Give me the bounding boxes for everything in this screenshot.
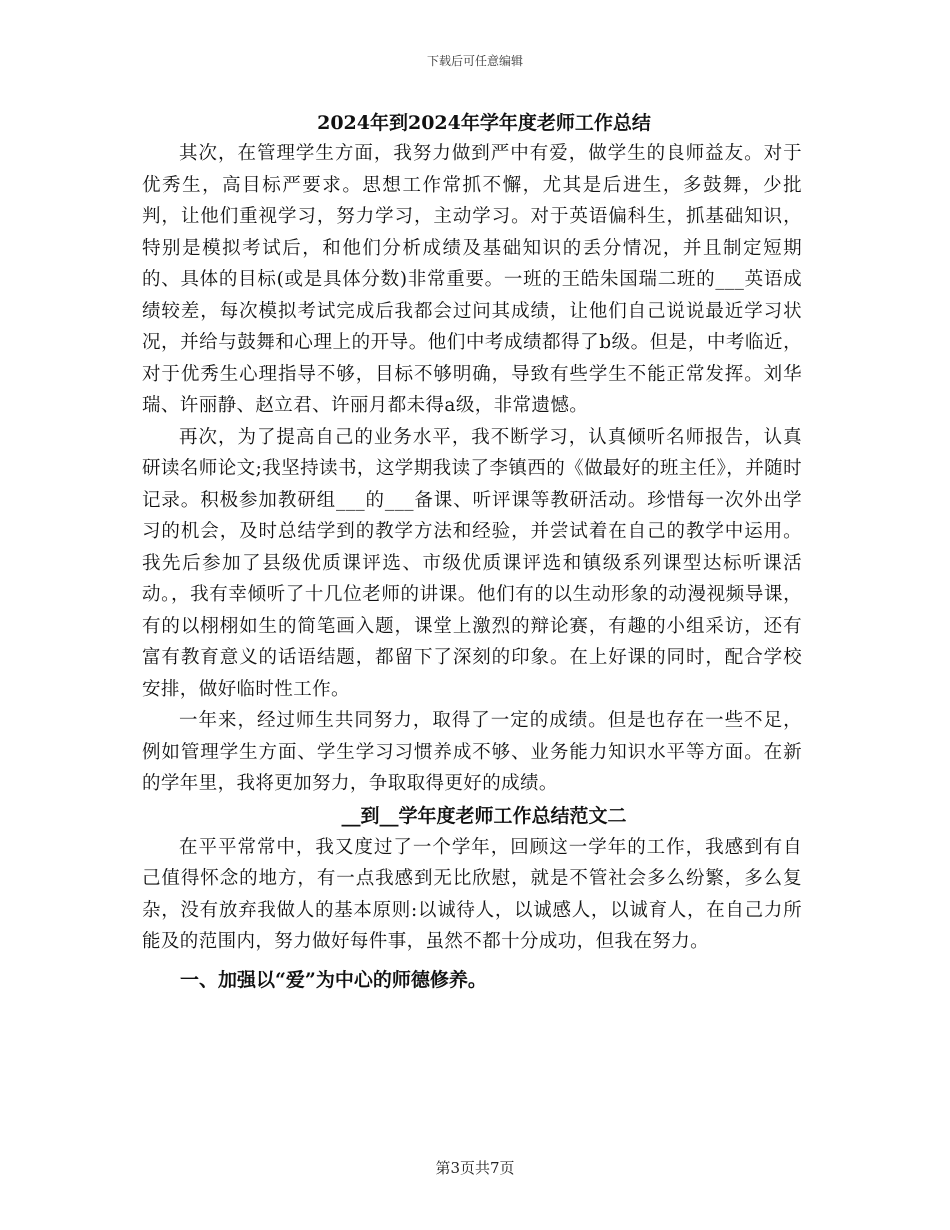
document-body	[142, 108, 802, 996]
header-note: 下载后可任意编辑	[426, 54, 523, 68]
document-title: 2024年到2024年学年度老师工作总结	[317, 112, 651, 134]
section-subtitle: __到__学年度老师工作总结范文二	[341, 804, 627, 827]
paragraph-management: 其次，在管理学生方面，我努力做到严中有爱，做学生的良师益友。对于优秀生，高目标严要求。思想工作常抓不懈，尤其是后进生，多鼓舞，少批判，让他们重视学习，努力学习，主动学习。对于英语偏科生，抓基础知识，特别是模拟考试后，和他们分析成绩及基础知识的丢分情况，并且制定短期的、具体的目标(或是具体分数)非常重要。一班的王皓朱国瑞二班的___英语成绩较差，每次模拟考试完成后我都会过问其成绩，让他们自己说说最近学习状况，并给与鼓舞和心理上的开导。他们中考成绩都得了b级。但是，中考临近，对于优秀生心理指导不够，目标不够明确，导致有些学生不能正常发挥。刘华瑞、许丽静、赵立君、许丽月都未得a级，非常遗憾。	[142, 143, 802, 416]
paragraph-summary: 一年来，经过师生共同努力，取得了一定的成绩。但是也存在一些不足，例如管理学生方面、学生学习习惯养成不够、业务能力知识水平等方面。在新的学年里，我将更加努力，争取取得更好的成绩。	[142, 710, 802, 794]
section-heading: 一、加强以“爱”为中心的师德修养。	[180, 968, 487, 991]
paragraph-intro-two: 在平平常常中，我又度过了一个学年，回顾这一学年的工作，我感到有自己值得怀念的地方，有一点我感到无比欣慰，就是不管社会多么纷繁，多么复杂，没有放弃我做人的基本原则:以诚待人，以诚感人，以诚育人，在自己力所能及的范围内，努力做好每件事，虽然不都十分成功，但我在努力。	[142, 836, 802, 952]
page-indicator: 第3页共7页	[435, 1159, 515, 1177]
paragraph-professional-growth: 再次，为了提高自己的业务水平，我不断学习，认真倾听名师报告，认真研读名师论文;我坚持读书，这学期我读了李镇西的《做最好的班主任》，并随时记录。积极参加教研组___的___备课、听评课等教研活动。珍惜每一次外出学习的机会，及时总结学到的教学方法和经验，并尝试着在自己的教学中运用。我先后参加了县级优质课评选、市级优质课评选和镇级系列课型达标听课活动。，我有幸倾听了十几位老师的讲课。他们有的以生动形象的动漫视频导课，有的以栩栩如生的简笔画入题，课堂上激烈的辩论赛，有趣的小组采访，还有富有教育意义的话语结题，都留下了深刻的印象。在上好课的同时，配合学校安排，做好临时性工作。	[142, 426, 802, 700]
